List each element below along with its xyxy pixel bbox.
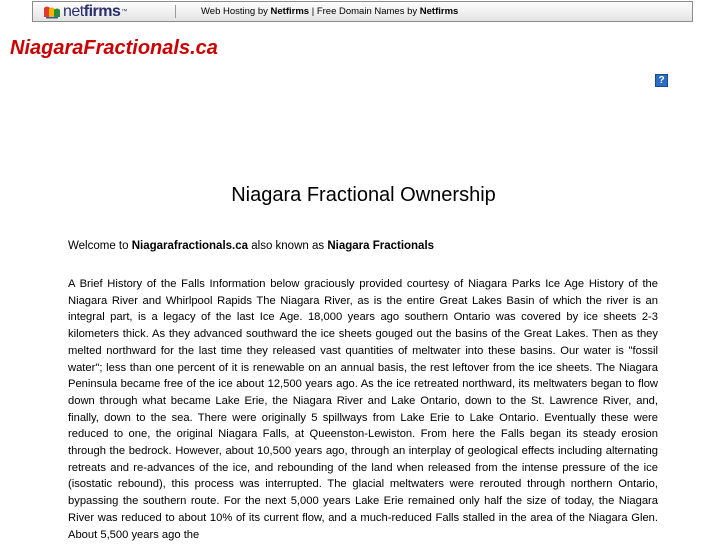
welcome-middle: also known as xyxy=(248,240,328,252)
logo-trademark: ™ xyxy=(121,9,128,15)
netfirms-logo-text xyxy=(63,3,120,21)
page-heading: Niagara Fractional Ownership xyxy=(231,184,496,206)
netfirms-logo[interactable] xyxy=(43,3,127,21)
logo-bold-text: firms xyxy=(83,3,121,20)
banner-divider xyxy=(175,5,176,18)
help-icon[interactable]: ? xyxy=(655,74,668,87)
welcome-line xyxy=(68,240,660,252)
domain-names-link[interactable]: Netfirms xyxy=(419,6,459,17)
site-title-link[interactable]: NiagaraFractionals.ca xyxy=(10,37,218,59)
netfirms-logo-icon xyxy=(43,5,61,19)
banner-links xyxy=(201,6,458,17)
logo-light-text: net xyxy=(63,3,84,20)
banner-text-1: Web Hosting by xyxy=(201,6,271,17)
history-paragraph: A Brief History of the Falls Information below graciously provided courtesy of Niagara Parks Ice Age History of the Niagara River and Whirlpool Rapids The Niagara River, as is the entire Great Lakes Basin of which the river is an integral part, is a legacy of the last Ice Age. 18,000 years ago southern Ontario was covered by ice sheets 2-3 kilometers thick. As they advanced southward the ice sheets gouged out the basins of the Great Lakes. Then as they melted northward for the last time they released vast quantities of meltwater into these basins. Our water is "fossil water"; less than one percent of it is renewable on an annual basis, the rest leftover from the ice sheets. The Niagara Peninsula became free of the ice about 12,500 years ago. As the ice retreated northward, its meltwaters began to flow down through what became Lake Erie, the Niagara River and Lake Ontario, down to the St. Lawrence River, and, finally, down to the sea. There were originally 5 spillways from Lake Erie to Lake Ontario. Eventually these were reduced to one, the original Niagara Falls, at Queenston-Lewiston. From here the Falls began its steady erosion through the bedrock. However, about 10,500 years ago, through an interplay of geological effects including alternating retreats and re-advances of the ice, and rebounding of the land when released from the intense pressure of the ice (isostatic rebound), this process was interrupted. The glacial meltwaters were rerouted through northern Ontario, bypassing the southern route. For the next 5,000 years Lake Erie remained only half the size of today, the Niagara River was reduced to about 10% of its current flow, and a much-reduced Falls stalled in the area of the Niagara Glen. About 5,500 years ago the xyxy=(68,278,658,541)
netfirms-banner xyxy=(32,1,693,22)
welcome-prefix: Welcome to xyxy=(68,240,132,252)
banner-text-2: | Free Domain Names by xyxy=(309,6,420,17)
web-hosting-link[interactable]: Netfirms xyxy=(270,6,310,17)
welcome-name: Niagara Fractionals xyxy=(327,240,435,252)
welcome-domain: Niagarafractionals.ca xyxy=(131,240,249,252)
